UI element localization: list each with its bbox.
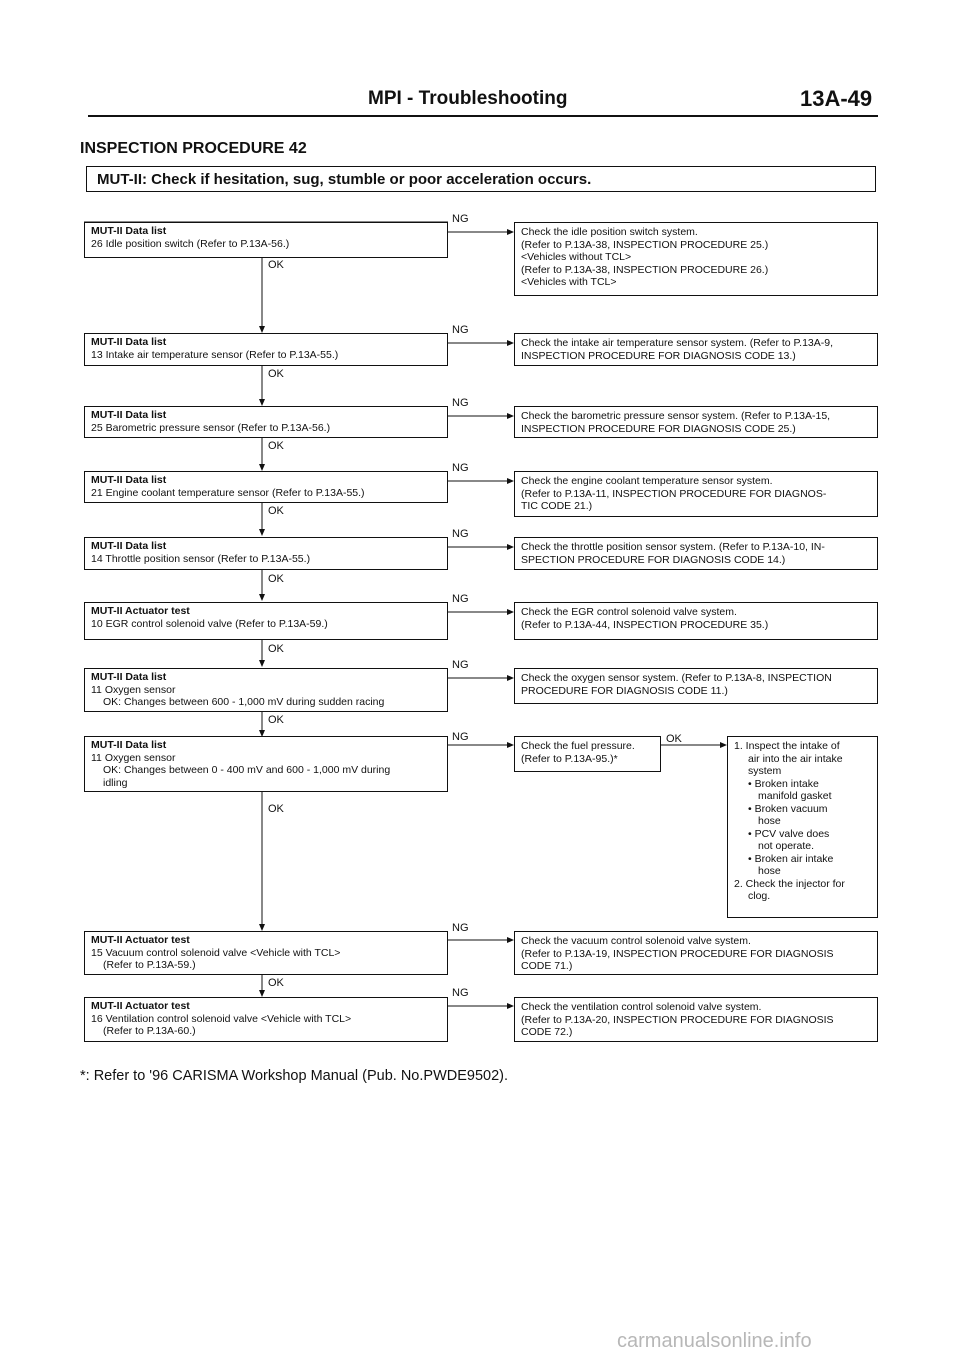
check-box-intake-air-temp — [84, 333, 448, 366]
bullet-item: hose — [758, 815, 781, 827]
bullet-item: • Broken air intake — [748, 852, 834, 865]
check-box-oxygen-sensor-idling — [84, 736, 448, 792]
step-heading: MUT-II Data list — [91, 739, 167, 751]
ng-label: NG — [452, 397, 469, 409]
page-header-title: MPI - Troubleshooting — [368, 88, 568, 109]
step-heading: MUT-II Data list — [91, 409, 167, 421]
bullet-item: not operate. — [758, 840, 815, 852]
result-box-fuel-pressure — [514, 736, 661, 772]
result-box-ventilation-valve — [514, 997, 878, 1042]
result-text: (Refer to P.13A-20, INSPECTION PROCEDURE FOR DIAGNOSIS — [521, 1013, 834, 1026]
step-heading: MUT-II Data list — [91, 336, 167, 348]
ng-label: NG — [452, 987, 469, 999]
result-text: (Refer to P.13A-44, INSPECTION PROCEDURE 35.) — [521, 618, 769, 631]
result-text: Check the fuel pressure. — [521, 740, 635, 752]
result-text: Check the vacuum control solenoid valve system. — [521, 935, 751, 947]
result-text: <Vehicles without TCL> — [521, 251, 632, 263]
step-criteria: (Refer to P.13A-60.) — [103, 1025, 196, 1037]
final-inspection-box — [727, 736, 878, 918]
check-box-barometric — [84, 406, 448, 438]
result-text: Check the ventilation control solenoid valve system. — [521, 1001, 762, 1013]
ok-label: OK — [268, 714, 284, 726]
result-text: (Refer to P.13A-38, INSPECTION PROCEDURE 26.) — [521, 263, 769, 276]
result-text: PROCEDURE FOR DIAGNOSIS CODE 11.) — [521, 684, 728, 697]
final-item-text: clog. — [748, 890, 771, 902]
result-text: (Refer to P.13A-19, INSPECTION PROCEDURE FOR DIAGNOSIS — [521, 947, 834, 960]
bullet-item: manifold gasket — [758, 790, 832, 802]
check-box-oxygen-sensor-racing — [84, 668, 448, 712]
check-box-egr-valve — [84, 602, 448, 640]
result-text: CODE 72.) — [521, 1026, 573, 1038]
step-text: 14 Throttle position sensor (Refer to P.13A-55.) — [91, 552, 311, 565]
ok-label: OK — [268, 440, 284, 452]
result-box-coolant-temp — [514, 471, 878, 517]
ok-label: OK — [666, 733, 682, 745]
result-text: (Refer to P.13A-11, INSPECTION PROCEDURE FOR DIAGNOS- — [521, 487, 827, 500]
ok-label: OK — [268, 259, 284, 271]
bullet-item: hose — [758, 865, 781, 877]
step-criteria: (Refer to P.13A-59.) — [103, 959, 196, 971]
ok-label: OK — [268, 977, 284, 989]
result-text: Check the oxygen sensor system. (Refer to P.13A-8, INSPECTION — [521, 672, 832, 684]
step-criteria: OK: Changes between 600 - 1,000 mV during sudden racing — [103, 696, 385, 708]
result-box-idle-switch — [514, 222, 878, 296]
result-box-vacuum-valve — [514, 931, 878, 975]
watermark: carmanualsonline.info — [617, 1330, 812, 1352]
result-text: (Refer to P.13A-95.)* — [521, 752, 618, 765]
step-heading: MUT-II Data list — [91, 671, 167, 683]
check-box-idle-switch — [84, 222, 448, 258]
step-text: 11 Oxygen sensor — [91, 683, 176, 696]
final-item-text: air into the air intake — [748, 752, 843, 765]
final-item-text: system — [748, 765, 782, 777]
ng-label: NG — [452, 528, 469, 540]
step-text: 21 Engine coolant temperature sensor (Refer to P.13A-55.) — [91, 486, 365, 499]
result-text: INSPECTION PROCEDURE FOR DIAGNOSIS CODE 13.) — [521, 349, 796, 362]
ng-label: NG — [452, 922, 469, 934]
ng-label: NG — [452, 213, 469, 225]
result-text: Check the engine coolant temperature sensor system. — [521, 475, 773, 487]
ok-label: OK — [268, 803, 284, 815]
result-text: <Vehicles with TCL> — [521, 276, 617, 288]
result-text: Check the idle position switch system. — [521, 226, 698, 238]
step-heading: MUT-II Data list — [91, 474, 167, 486]
result-text: Check the intake air temperature sensor system. (Refer to P.13A-9, — [521, 337, 834, 349]
bullet-item: • Broken vacuum — [748, 802, 828, 815]
check-box-throttle-position — [84, 537, 448, 570]
step-text: 15 Vacuum control solenoid valve <Vehicle with TCL> — [91, 946, 341, 959]
ok-label: OK — [268, 643, 284, 655]
step-heading: MUT-II Data list — [91, 225, 167, 237]
final-item: 2. Check the injector for — [734, 877, 845, 890]
ng-label: NG — [452, 462, 469, 474]
step-text: 16 Ventilation control solenoid valve <Vehicle with TCL> — [91, 1012, 352, 1025]
result-text: Check the throttle position sensor system. (Refer to P.13A-10, IN- — [521, 541, 825, 553]
result-text: TIC CODE 21.) — [521, 500, 593, 512]
result-box-egr-valve — [514, 602, 878, 640]
ng-label: NG — [452, 324, 469, 336]
check-box-vacuum-valve — [84, 931, 448, 975]
ng-label: NG — [452, 593, 469, 605]
result-box-throttle-position — [514, 537, 878, 570]
result-text: (Refer to P.13A-38, INSPECTION PROCEDURE 25.) — [521, 238, 769, 251]
step-text: 11 Oxygen sensor — [91, 751, 176, 764]
result-text: INSPECTION PROCEDURE FOR DIAGNOSIS CODE 25.) — [521, 422, 796, 435]
step-text: 25 Barometric pressure sensor (Refer to P.13A-56.) — [91, 421, 331, 434]
result-box-oxygen-sensor — [514, 668, 878, 704]
step-heading: MUT-II Data list — [91, 540, 167, 552]
bullet-item: • PCV valve does — [748, 827, 830, 840]
page-number: 13A-49 — [800, 86, 873, 111]
final-item: 1. Inspect the intake of — [734, 740, 840, 752]
check-box-coolant-temp — [84, 471, 448, 503]
ng-label: NG — [452, 659, 469, 671]
footnote: *: Refer to '96 CARISMA Workshop Manual (Pub. No.PWDE9502). — [80, 1068, 509, 1084]
bullet-item: • Broken intake — [748, 777, 819, 790]
result-text: SPECTION PROCEDURE FOR DIAGNOSIS CODE 14.) — [521, 553, 786, 566]
step-text: 13 Intake air temperature sensor (Refer to P.13A-55.) — [91, 348, 339, 361]
step-text: 26 Idle position switch (Refer to P.13A-56.) — [91, 237, 290, 250]
step-heading: MUT-II Actuator test — [91, 1000, 190, 1012]
step-heading: MUT-II Actuator test — [91, 605, 190, 617]
ok-label: OK — [268, 505, 284, 517]
result-text: Check the barometric pressure sensor system. (Refer to P.13A-15, — [521, 410, 831, 422]
step-heading: MUT-II Actuator test — [91, 934, 190, 946]
result-text: Check the EGR control solenoid valve system. — [521, 606, 737, 618]
ok-label: OK — [268, 368, 284, 380]
ng-label: NG — [452, 731, 469, 743]
step-criteria: OK: Changes between 0 - 400 mV and 600 - 1,000 mV during — [103, 764, 391, 776]
procedure-title: INSPECTION PROCEDURE 42 — [80, 140, 307, 157]
result-box-barometric — [514, 406, 878, 438]
step-criteria: idling — [103, 776, 128, 789]
procedure-banner: MUT-II: Check if hesitation, sug, stumble or poor acceleration occurs. — [86, 166, 876, 192]
result-box-intake-air-temp — [514, 333, 878, 366]
ok-label: OK — [268, 573, 284, 585]
check-box-ventilation-valve — [84, 997, 448, 1042]
result-text: CODE 71.) — [521, 960, 573, 972]
step-text: 10 EGR control solenoid valve (Refer to P.13A-59.) — [91, 617, 328, 630]
